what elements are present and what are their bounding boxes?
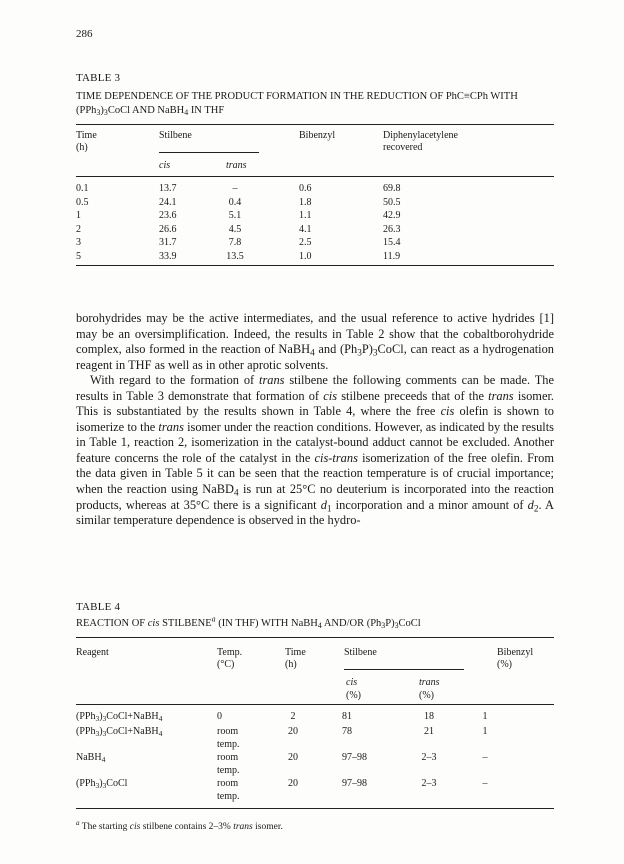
t3-cell-time: 0.1 (76, 183, 89, 194)
table3-header-rule (76, 176, 554, 177)
t3-cell-diphenylacetylene: 15.4 (383, 237, 401, 248)
t4-cell-trans: 2–3 (421, 752, 437, 763)
t3-cell-diphenylacetylene: 26.3 (383, 223, 401, 235)
t3-cell-diphenylacetylene: 42.9 (383, 210, 401, 221)
t3-cell-cis: 33.9 (159, 250, 177, 262)
t3-cell-bibenzyl: 1.0 (299, 250, 312, 262)
t4-cell-reagent: $(PPh_3)_3CoCl+NaBH_4$ (76, 711, 163, 723)
t4-cell-reagent: $(PPh_3)_3CoCl+NaBH_4$ (76, 726, 163, 738)
table3-bottom-rule (76, 265, 554, 266)
t4-header-cis-pct: (%) (346, 690, 361, 701)
t3-cell-trans: 7.8 (228, 237, 242, 248)
t3-header-recovered: recovered (383, 142, 423, 153)
t4-cell-time: 20 (288, 752, 298, 763)
t4-cell-cis: 97–98 (342, 752, 367, 763)
t3-cell-time: 3 (76, 237, 81, 248)
t3-cell-time: 2 (76, 223, 81, 235)
t3-stilbene-rule (159, 152, 259, 153)
t3-header-bibenzyl: Bibenzyl (299, 130, 336, 141)
t3-cell-trans: 5.1 (228, 210, 242, 221)
table4-footnote: $^a$ The starting cis stilbene contains 2–3% trans isomer. (76, 818, 283, 832)
t4-header-temp: Temp. (217, 647, 243, 658)
t3-header-cis: cis (159, 160, 171, 171)
table4-top-rule (76, 637, 554, 638)
t4-cell-cis: 78 (342, 726, 352, 737)
t4-header-time: Time (285, 647, 306, 658)
t3-cell-diphenylacetylene: 11.9 (383, 250, 401, 262)
t4-cell-temp: 0 (217, 711, 222, 722)
t4-header-bibenzyl: Bibenzyl (497, 647, 534, 658)
t3-cell-cis: 24.1 (159, 196, 177, 208)
t3-cell-trans: 4.5 (228, 223, 242, 235)
t4-cell-cis: 97–98 (342, 778, 367, 789)
t3-cell-diphenylacetylene: 50.5 (383, 196, 401, 208)
body-paragraph: With regard to the formation of trans stilbene the following comments can be made. The results in Table 3 demonstrate that formation of cis stilbene preceeds that of the trans isomer. This is substantiated by the results shown in Table 4, where the free cis olefin is shown to isomerize to the trans isomer under the reaction conditions. However, as indicated by the results in Table 1, reaction 2, isomerization in the catalyst-bound adduct cannot be excluded. Another feature concerns the role of the catalyst in the cis-trans isomerization of the free olefin. From the data given in Table 5 it can be seen that the reaction temperature is of crucial importance; when the reaction using NaBD$_4$ is run at 25°C no deuterium is incorporated into the reaction products, whereas at 35°C there is a significant $d_1$ incorporation and a minor amount of $d_2$. A similar temperature dependence is observed in the hydro- (76, 373, 554, 528)
t4-cell-bibenzyl: – (482, 778, 488, 789)
t3-header-trans: trans (226, 160, 247, 171)
t4-cell-temp-cont: temp. (217, 739, 240, 750)
t4-cell-temp-cont: temp. (217, 765, 240, 776)
t3-cell-bibenzyl: 1.1 (299, 210, 312, 221)
t4-cell-reagent: NaBH$_4$ (76, 752, 106, 764)
table4-caption: REACTION OF cis STILBENE$^a$ (IN THF) WITH NaBH$_4$ AND/OR $(Ph_3P)_3CoCl$ (76, 614, 421, 630)
t4-header-trans-pct: (%) (419, 690, 434, 701)
t3-cell-bibenzyl: 0.6 (299, 183, 312, 194)
t3-cell-cis: 13.7 (159, 183, 177, 194)
t4-header-cis: cis (346, 677, 358, 688)
t4-header-bibenzyl-unit: (%) (497, 659, 512, 670)
t4-cell-time: 20 (288, 726, 298, 737)
t3-cell-cis: 26.6 (159, 223, 177, 235)
t4-cell-bibenzyl: – (482, 752, 488, 763)
t3-cell-bibenzyl: 2.5 (299, 237, 312, 248)
table3-caption: TIME DEPENDENCE OF THE PRODUCT FORMATION IN THE REDUCTION OF PhC≡CPh WITH $(PPh_3)_3CoCl$ AND NaBH$_4$ IN THF (76, 91, 518, 117)
t4-cell-time: 20 (288, 778, 298, 789)
t4-header-reagent: Reagent (76, 647, 109, 658)
t3-cell-bibenzyl: 1.8 (299, 196, 312, 208)
t4-cell-time: 2 (290, 711, 296, 722)
t3-cell-trans: 13.5 (226, 250, 244, 262)
t4-cell-cis: 81 (342, 711, 352, 722)
t4-cell-bibenzyl: 1 (482, 726, 488, 737)
t4-header-stilbene: Stilbene (344, 647, 377, 658)
t3-header-time-unit: (h) (76, 142, 88, 153)
t4-header-trans: trans (419, 677, 440, 688)
t4-cell-bibenzyl: 1 (482, 711, 488, 722)
table3-top-rule (76, 124, 554, 125)
t3-cell-time: 1 (76, 210, 81, 221)
t4-cell-temp: room (217, 778, 239, 789)
t4-cell-trans: 21 (424, 726, 434, 737)
t3-header-stilbene: Stilbene (159, 130, 192, 141)
table3-label: TABLE 3 (76, 72, 121, 84)
t3-header-diphenylacetylene: Diphenylacetylene (383, 130, 458, 141)
t4-header-time-unit: (h) (285, 659, 297, 670)
page-number: 286 (76, 28, 93, 40)
t3-header-time: Time (76, 130, 97, 141)
t3-cell-trans: 0.4 (228, 196, 242, 208)
t3-cell-time: 5 (76, 250, 81, 262)
body-text (76, 311, 554, 529)
table4-header-rule (76, 704, 554, 705)
t3-cell-diphenylacetylene: 69.8 (383, 183, 401, 194)
t4-cell-reagent: $(PPh_3)_3CoCl$ (76, 778, 128, 790)
t4-cell-trans: 2–3 (421, 778, 437, 789)
body-paragraph: borohydrides may be the active intermediates, and the usual reference to active hydrides [1] may be an oversimplification. Indeed, the results in Table 2 show that the cobaltborohydride complex, also formed in the reaction of NaBH$_4$ and $(Ph_3P)_3CoCl$, can react as a hydrogenation reagent in THF as well as in other aprotic solvents. (76, 311, 554, 372)
t4-cell-temp: room (217, 726, 239, 737)
t4-cell-temp-cont: temp. (217, 791, 240, 802)
t3-cell-cis: 31.7 (159, 237, 177, 248)
t4-header-temp-unit: (°C) (217, 659, 235, 670)
table4-label: TABLE 4 (76, 601, 121, 613)
t3-cell-trans: – (232, 183, 238, 194)
t4-cell-temp: room (217, 752, 239, 763)
t4-stilbene-rule (344, 669, 464, 670)
t3-cell-bibenzyl: 4.1 (299, 223, 312, 235)
t4-cell-trans: 18 (424, 711, 434, 722)
table4-bottom-rule (76, 808, 554, 809)
t3-cell-time: 0.5 (76, 196, 89, 208)
t3-cell-cis: 23.6 (159, 210, 177, 221)
